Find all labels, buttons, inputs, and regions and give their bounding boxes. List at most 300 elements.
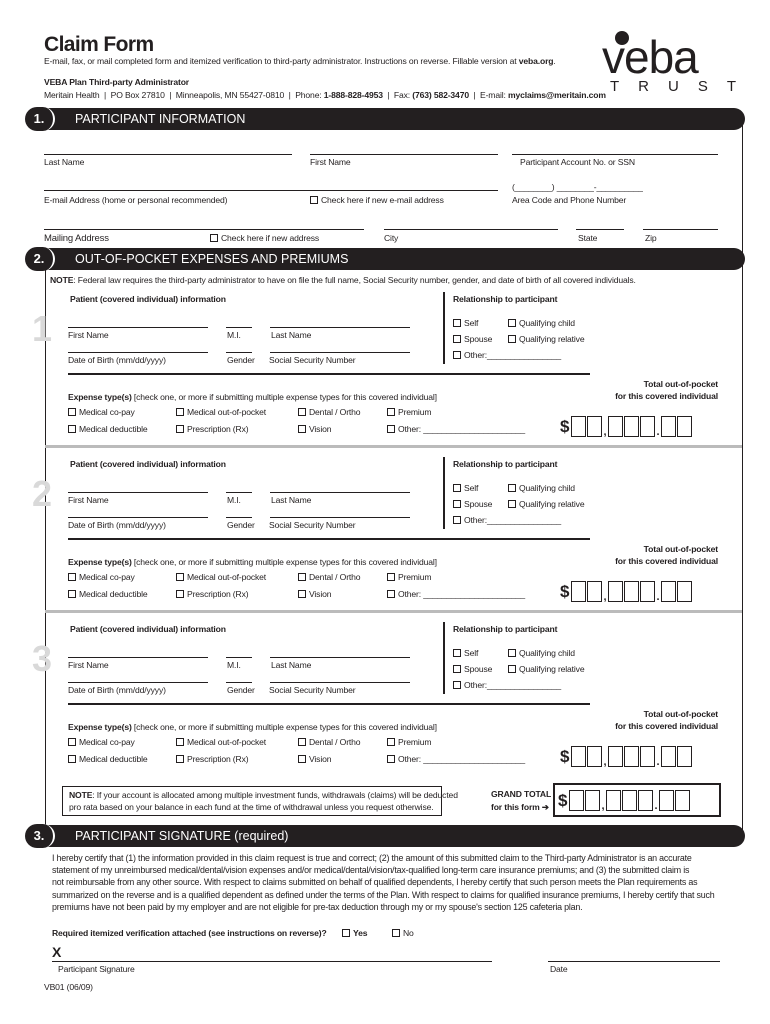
dental-checkbox[interactable] bbox=[298, 572, 360, 582]
phone-label: Phone: bbox=[295, 90, 324, 100]
logo-word: veba bbox=[602, 31, 698, 83]
zip-label: Zip bbox=[645, 233, 657, 243]
date-label: Date bbox=[550, 964, 568, 974]
digit-box[interactable] bbox=[659, 790, 674, 811]
admin-contact bbox=[44, 90, 606, 100]
checkbox-icon bbox=[453, 649, 461, 657]
premium-checkbox[interactable] bbox=[387, 572, 431, 582]
gender-label: Gender bbox=[227, 685, 255, 695]
digit-box[interactable] bbox=[624, 581, 639, 602]
relationship-heading: Relationship to participant bbox=[453, 294, 558, 304]
subtitle-text: E-mail, fax, or mail completed form and itemized verification to third-party administrator. Instructions on reverse. Fillable version at bbox=[44, 56, 519, 66]
checkbox-icon bbox=[387, 408, 395, 416]
digit-box[interactable] bbox=[587, 746, 602, 767]
checkbox-icon bbox=[342, 929, 350, 937]
section3-title-text: PARTICIPANT SIGNATURE bbox=[75, 829, 231, 843]
last-name-label: Last Name bbox=[271, 495, 312, 505]
mi-field[interactable] bbox=[226, 492, 252, 493]
deductible-checkbox[interactable] bbox=[68, 754, 147, 764]
separator-mark: , bbox=[601, 800, 605, 812]
ssn-field[interactable] bbox=[270, 682, 410, 683]
copay-checkbox[interactable] bbox=[68, 407, 135, 417]
no-label: No bbox=[403, 928, 414, 938]
total-line2: for this covered individual bbox=[615, 721, 718, 731]
spouse-checkbox-label: Spouse bbox=[464, 664, 493, 674]
checkbox-icon bbox=[387, 738, 395, 746]
mailing-field[interactable] bbox=[44, 229, 364, 230]
dob-field[interactable] bbox=[68, 517, 208, 518]
logo-sub: TRUST bbox=[610, 78, 755, 95]
column-divider bbox=[443, 622, 445, 694]
new-address-checkbox[interactable] bbox=[210, 233, 319, 243]
other-expense-checkbox[interactable] bbox=[387, 424, 525, 434]
dob-field[interactable] bbox=[68, 682, 208, 683]
checkbox-icon bbox=[508, 319, 516, 327]
dollar-sign: $ bbox=[560, 747, 570, 766]
other-expense-checkbox[interactable] bbox=[387, 754, 525, 764]
last-name-field[interactable] bbox=[44, 154, 292, 155]
checkbox-icon bbox=[453, 681, 461, 689]
ssn-label: Social Security Number bbox=[269, 520, 356, 530]
note-text: : Federal law requires the third-party administrator to have on file the full name, Social Security number, gender, and date of birth of all covered individuals. bbox=[73, 275, 636, 285]
separator-mark: , bbox=[603, 756, 607, 768]
note-label: NOTE bbox=[69, 790, 93, 800]
patient-number: 3 bbox=[32, 638, 53, 679]
deductible-checkbox-label: Medical deductible bbox=[79, 424, 148, 434]
digit-box[interactable] bbox=[571, 746, 586, 767]
vision-checkbox[interactable] bbox=[298, 754, 331, 764]
vision-checkbox[interactable] bbox=[298, 424, 331, 434]
first-name-field[interactable] bbox=[68, 657, 208, 658]
first-name-field[interactable] bbox=[68, 492, 208, 493]
total-label bbox=[615, 543, 718, 567]
checkbox-icon bbox=[176, 408, 184, 416]
separator: | bbox=[387, 90, 390, 100]
checkbox-icon bbox=[298, 755, 306, 763]
expense-rest: [check one, or more if submitting multiple expense types for this covered individual] bbox=[131, 392, 437, 402]
checkbox-icon bbox=[176, 590, 184, 598]
veba-link[interactable]: veba.org bbox=[518, 56, 554, 66]
checkbox-icon bbox=[176, 573, 184, 581]
checkbox-icon bbox=[387, 590, 395, 598]
section1-title: PARTICIPANT INFORMATION bbox=[75, 112, 246, 126]
other-relationship-checkbox[interactable] bbox=[453, 680, 561, 690]
last-name-field[interactable] bbox=[270, 657, 410, 658]
self-checkbox[interactable] bbox=[453, 648, 478, 658]
grand-total-field[interactable] bbox=[558, 789, 691, 811]
deductible-checkbox[interactable] bbox=[68, 424, 147, 434]
gender-field[interactable] bbox=[226, 352, 252, 353]
qualifying-child-checkbox-label: Qualifying child bbox=[519, 648, 575, 658]
total-line1: Total out-of-pocket bbox=[643, 544, 718, 554]
signature-x: X bbox=[52, 944, 62, 960]
form-title: Claim Form bbox=[44, 33, 154, 56]
checkbox-icon bbox=[68, 425, 76, 433]
prescription-checkbox[interactable] bbox=[176, 754, 248, 764]
column-divider bbox=[443, 292, 445, 364]
copay-checkbox[interactable] bbox=[68, 737, 135, 747]
phone-number: 1-888-828-4953 bbox=[323, 90, 383, 100]
spouse-checkbox-label: Spouse bbox=[464, 334, 493, 344]
ssn-label: Social Security Number bbox=[269, 685, 356, 695]
out-of-pocket-checkbox-label: Medical out-of-pocket bbox=[187, 407, 267, 417]
yes-label: Yes bbox=[353, 928, 368, 938]
gender-label: Gender bbox=[227, 520, 255, 530]
digit-box[interactable] bbox=[624, 416, 639, 437]
verification-yes-checkbox[interactable] bbox=[342, 928, 367, 938]
total-line2: for this covered individual bbox=[615, 391, 718, 401]
individual-total-field[interactable] bbox=[560, 745, 693, 767]
copay-checkbox-label: Medical co-pay bbox=[79, 737, 135, 747]
first-name-label: First Name bbox=[68, 330, 109, 340]
gender-field[interactable] bbox=[226, 682, 252, 683]
separator-mark: , bbox=[603, 591, 607, 603]
verification-no-checkbox[interactable] bbox=[392, 928, 414, 938]
checkbox-icon bbox=[176, 425, 184, 433]
section3-header bbox=[40, 825, 745, 847]
premium-checkbox-label: Premium bbox=[398, 737, 432, 747]
digit-box[interactable] bbox=[608, 416, 623, 437]
account-label: Participant Account No. or SSN bbox=[520, 157, 635, 167]
checkbox-icon bbox=[453, 484, 461, 492]
section2-note bbox=[50, 275, 636, 285]
expense-heading bbox=[68, 557, 437, 567]
other-expense-checkbox-label: Other: ______________________ bbox=[398, 424, 526, 434]
qualifying-relative-checkbox[interactable] bbox=[508, 664, 584, 674]
bottom-note-line2: pro rata based on your balance in each fund at the time of withdrawal unless you request otherwise. bbox=[69, 802, 434, 812]
digit-box[interactable] bbox=[571, 581, 586, 602]
section3-number: 3. bbox=[25, 824, 55, 848]
individual-total-field[interactable] bbox=[560, 580, 693, 602]
po-box: PO Box 27810 bbox=[110, 90, 165, 100]
qualifying-relative-checkbox-label: Qualifying relative bbox=[519, 334, 585, 344]
prescription-checkbox-label: Prescription (Rx) bbox=[187, 424, 249, 434]
separator-mark: . bbox=[656, 756, 660, 768]
certification-line: not reimbursable from any other source. With respect to claims submitted on behalf of qualified dependents, I hereby certify that such person meets the Plan requirements as bbox=[52, 877, 698, 888]
self-checkbox[interactable] bbox=[453, 318, 478, 328]
gender-field[interactable] bbox=[226, 517, 252, 518]
spouse-checkbox[interactable] bbox=[453, 499, 492, 509]
mi-label: M.I. bbox=[227, 495, 241, 505]
new-email-checkbox[interactable] bbox=[310, 195, 444, 205]
verification-question: Required itemized verification attached (see instructions on reverse)? bbox=[52, 928, 327, 938]
qualifying-relative-checkbox[interactable] bbox=[508, 334, 584, 344]
digit-box[interactable] bbox=[640, 581, 655, 602]
premium-checkbox[interactable] bbox=[387, 737, 431, 747]
vision-checkbox-label: Vision bbox=[309, 754, 332, 764]
signature-label: Participant Signature bbox=[58, 964, 135, 974]
checkbox-icon bbox=[392, 929, 400, 937]
section2-number: 2. bbox=[25, 247, 55, 271]
block-divider bbox=[68, 703, 590, 705]
checkbox-icon bbox=[298, 590, 306, 598]
separator: | bbox=[473, 90, 476, 100]
other-relationship-checkbox-label: Other:________________ bbox=[464, 515, 562, 525]
digit-box[interactable] bbox=[569, 790, 584, 811]
dental-checkbox-label: Dental / Ortho bbox=[309, 407, 361, 417]
other-expense-checkbox[interactable] bbox=[387, 589, 525, 599]
section1-header bbox=[40, 108, 745, 130]
patient-heading: Patient (covered individual) information bbox=[70, 294, 226, 304]
dob-label: Date of Birth (mm/dd/yyyy) bbox=[68, 685, 166, 695]
last-name-field[interactable] bbox=[270, 492, 410, 493]
checkbox-icon bbox=[298, 573, 306, 581]
first-name-label: First Name bbox=[310, 157, 351, 167]
ssn-field[interactable] bbox=[270, 352, 410, 353]
checkbox-icon bbox=[298, 408, 306, 416]
qualifying-child-checkbox[interactable] bbox=[508, 648, 575, 658]
grand-total-sub: for this form ➔ bbox=[491, 802, 549, 812]
digit-box[interactable] bbox=[661, 581, 676, 602]
new-address-label: Check here if new address bbox=[221, 233, 319, 243]
section3-title-suffix: (required) bbox=[230, 829, 289, 843]
self-checkbox[interactable] bbox=[453, 483, 478, 493]
mi-label: M.I. bbox=[227, 660, 241, 670]
spouse-checkbox[interactable] bbox=[453, 334, 492, 344]
dob-label: Date of Birth (mm/dd/yyyy) bbox=[68, 520, 166, 530]
subtitle-end: . bbox=[553, 56, 556, 66]
other-relationship-checkbox-label: Other:________________ bbox=[464, 350, 562, 360]
premium-checkbox[interactable] bbox=[387, 407, 431, 417]
mailing-label: Mailing Address bbox=[44, 233, 109, 244]
form-subtitle bbox=[44, 56, 556, 66]
vision-checkbox[interactable] bbox=[298, 589, 331, 599]
checkbox-icon bbox=[68, 590, 76, 598]
block-divider bbox=[68, 538, 590, 540]
first-name-label: First Name bbox=[68, 495, 109, 505]
checkbox-icon bbox=[453, 516, 461, 524]
vision-checkbox-label: Vision bbox=[309, 424, 332, 434]
account-field[interactable] bbox=[512, 154, 718, 155]
checkbox-icon bbox=[68, 408, 76, 416]
separator: | bbox=[169, 90, 172, 100]
spouse-checkbox-label: Spouse bbox=[464, 499, 493, 509]
relationship-heading: Relationship to participant bbox=[453, 624, 558, 634]
signature-field[interactable] bbox=[52, 961, 492, 962]
qualifying-relative-checkbox[interactable] bbox=[508, 499, 584, 509]
expense-heading bbox=[68, 392, 437, 402]
separator: | bbox=[288, 90, 291, 100]
relationship-heading: Relationship to participant bbox=[453, 459, 558, 469]
separator-mark: . bbox=[656, 591, 660, 603]
state-field[interactable] bbox=[576, 229, 624, 230]
digit-box[interactable] bbox=[587, 416, 602, 437]
checkbox-icon bbox=[508, 500, 516, 508]
expense-bold: Expense type(s) bbox=[68, 722, 132, 732]
grand-total-label: GRAND TOTAL bbox=[491, 789, 552, 799]
date-field[interactable] bbox=[548, 961, 720, 962]
spouse-checkbox[interactable] bbox=[453, 664, 492, 674]
zip-field[interactable] bbox=[643, 229, 718, 230]
copay-checkbox-label: Medical co-pay bbox=[79, 407, 135, 417]
out-of-pocket-checkbox[interactable] bbox=[176, 737, 266, 747]
digit-box[interactable] bbox=[677, 746, 692, 767]
digit-box[interactable] bbox=[638, 790, 653, 811]
certification-line: statement of my unreimbursed medical/dental/vision expenses and/or medical/dental/vision/tax-qualified long-term care insurance premiums; and (3) the submitted claim is bbox=[52, 865, 690, 876]
digit-box[interactable] bbox=[640, 416, 655, 437]
deductible-checkbox[interactable] bbox=[68, 589, 147, 599]
section3-title bbox=[75, 829, 288, 843]
digit-box[interactable] bbox=[622, 790, 637, 811]
premium-checkbox-label: Premium bbox=[398, 572, 432, 582]
copay-checkbox[interactable] bbox=[68, 572, 135, 582]
section2-header bbox=[40, 248, 745, 270]
veba-trust-logo bbox=[602, 28, 755, 100]
email-field[interactable] bbox=[44, 190, 498, 191]
out-of-pocket-checkbox[interactable] bbox=[176, 407, 266, 417]
separator: | bbox=[104, 90, 107, 100]
city-label: City bbox=[384, 233, 399, 243]
prescription-checkbox-label: Prescription (Rx) bbox=[187, 589, 249, 599]
copay-checkbox-label: Medical co-pay bbox=[79, 572, 135, 582]
checkbox-icon bbox=[176, 738, 184, 746]
checkbox-icon bbox=[508, 484, 516, 492]
dob-field[interactable] bbox=[68, 352, 208, 353]
block-separator bbox=[45, 445, 742, 448]
digit-box[interactable] bbox=[661, 746, 676, 767]
separator-mark: . bbox=[656, 426, 660, 438]
right-border bbox=[742, 125, 743, 835]
first-name-field[interactable] bbox=[310, 154, 498, 155]
email-label: E-mail Address (home or personal recommended) bbox=[44, 195, 228, 205]
digit-box[interactable] bbox=[585, 790, 600, 811]
first-name-label: First Name bbox=[68, 660, 109, 670]
dob-label: Date of Birth (mm/dd/yyyy) bbox=[68, 355, 166, 365]
deductible-checkbox-label: Medical deductible bbox=[79, 754, 148, 764]
digit-box[interactable] bbox=[608, 746, 623, 767]
checkbox-icon bbox=[387, 573, 395, 581]
out-of-pocket-checkbox-label: Medical out-of-pocket bbox=[187, 572, 267, 582]
self-checkbox-label: Self bbox=[464, 648, 479, 658]
last-name-field[interactable] bbox=[270, 327, 410, 328]
checkbox-icon bbox=[508, 649, 516, 657]
left-border bbox=[45, 268, 46, 830]
digit-box[interactable] bbox=[640, 746, 655, 767]
total-line1: Total out-of-pocket bbox=[643, 379, 718, 389]
checkbox-icon bbox=[387, 755, 395, 763]
new-email-label: Check here if new e-mail address bbox=[321, 195, 444, 205]
deductible-checkbox-label: Medical deductible bbox=[79, 589, 148, 599]
checkbox-icon bbox=[508, 335, 516, 343]
digit-box[interactable] bbox=[677, 416, 692, 437]
other-expense-checkbox-label: Other: ______________________ bbox=[398, 589, 526, 599]
other-relationship-checkbox[interactable] bbox=[453, 350, 561, 360]
checkbox-icon bbox=[508, 665, 516, 673]
digit-box[interactable] bbox=[675, 790, 690, 811]
qualifying-child-checkbox-label: Qualifying child bbox=[519, 483, 575, 493]
phone-label: Area Code and Phone Number bbox=[512, 195, 627, 205]
digit-box[interactable] bbox=[661, 416, 676, 437]
fax-label: Fax: bbox=[393, 90, 413, 100]
checkbox-icon bbox=[68, 573, 76, 581]
checkbox-icon bbox=[453, 319, 461, 327]
patient-heading: Patient (covered individual) information bbox=[70, 459, 226, 469]
section2-title: OUT-OF-POCKET EXPENSES AND PREMIUMS bbox=[75, 252, 349, 266]
certification-line: summarized on the reverse and is a qualified dependent as defined under the terms of the Plan. With respect to claims for qualified insurance premiums, I hereby certify that such bbox=[52, 889, 715, 900]
dental-checkbox[interactable] bbox=[298, 737, 360, 747]
checkbox-icon bbox=[176, 755, 184, 763]
phone-field[interactable]: (________) ________-__________ bbox=[512, 182, 643, 192]
digit-box[interactable] bbox=[587, 581, 602, 602]
checkbox-icon bbox=[453, 500, 461, 508]
ssn-label: Social Security Number bbox=[269, 355, 356, 365]
dental-checkbox-label: Dental / Ortho bbox=[309, 572, 361, 582]
dental-checkbox-label: Dental / Ortho bbox=[309, 737, 361, 747]
form-code: VB01 (06/09) bbox=[44, 982, 93, 992]
qualifying-child-checkbox[interactable] bbox=[508, 483, 575, 493]
digit-box[interactable] bbox=[624, 746, 639, 767]
qualifying-relative-checkbox-label: Qualifying relative bbox=[519, 499, 585, 509]
email-label: E-mail: bbox=[480, 90, 508, 100]
section1-number: 1. bbox=[25, 107, 55, 131]
ssn-field[interactable] bbox=[270, 517, 410, 518]
admin-heading: VEBA Plan Third-party Administrator bbox=[44, 77, 189, 87]
self-checkbox-label: Self bbox=[464, 483, 479, 493]
mi-field[interactable] bbox=[226, 657, 252, 658]
certification-line: I hereby certify that (1) the information provided in this claim request is true and correct; (2) the amount of this submitted claim to the Third-party Administrator is an accurate bbox=[52, 853, 692, 863]
block-divider bbox=[68, 373, 590, 375]
other-relationship-checkbox[interactable] bbox=[453, 515, 561, 525]
fax-number: (763) 582-3470 bbox=[412, 90, 469, 100]
admin-name: Meritain Health bbox=[44, 90, 100, 100]
checkbox-icon bbox=[298, 425, 306, 433]
expense-bold: Expense type(s) bbox=[68, 557, 132, 567]
checkbox-icon bbox=[298, 738, 306, 746]
column-divider bbox=[443, 457, 445, 529]
mi-label: M.I. bbox=[227, 330, 241, 340]
digit-box[interactable] bbox=[606, 790, 621, 811]
qualifying-child-checkbox[interactable] bbox=[508, 318, 575, 328]
vision-checkbox-label: Vision bbox=[309, 589, 332, 599]
total-line1: Total out-of-pocket bbox=[643, 709, 718, 719]
digit-box[interactable] bbox=[571, 416, 586, 437]
note-label: NOTE bbox=[50, 275, 74, 285]
qualifying-relative-checkbox-label: Qualifying relative bbox=[519, 664, 585, 674]
separator-mark: . bbox=[654, 800, 658, 812]
admin-city: Minneapolis, MN 55427-0810 bbox=[175, 90, 285, 100]
dental-checkbox[interactable] bbox=[298, 407, 360, 417]
bottom-note-line1 bbox=[69, 790, 458, 800]
patient-number: 2 bbox=[32, 473, 53, 514]
prescription-checkbox-label: Prescription (Rx) bbox=[187, 754, 249, 764]
email-address[interactable]: myclaims@meritain.com bbox=[507, 90, 606, 100]
prescription-checkbox[interactable] bbox=[176, 589, 248, 599]
other-relationship-checkbox-label: Other:________________ bbox=[464, 680, 562, 690]
digit-box[interactable] bbox=[677, 581, 692, 602]
out-of-pocket-checkbox[interactable] bbox=[176, 572, 266, 582]
certification-line: premiums have not been paid by my employer and are not eligible for pre-tax deduction through my or my spouse's section 125 cafeteria plan. bbox=[52, 901, 583, 912]
state-label: State bbox=[578, 233, 598, 243]
last-name-label: Last Name bbox=[271, 660, 312, 670]
individual-total-field[interactable] bbox=[560, 415, 693, 437]
digit-box[interactable] bbox=[608, 581, 623, 602]
total-label bbox=[615, 708, 718, 732]
out-of-pocket-checkbox-label: Medical out-of-pocket bbox=[187, 737, 267, 747]
other-expense-checkbox-label: Other: ______________________ bbox=[398, 754, 526, 764]
prescription-checkbox[interactable] bbox=[176, 424, 248, 434]
patient-number: 1 bbox=[32, 308, 53, 349]
expense-rest: [check one, or more if submitting multiple expense types for this covered individual] bbox=[131, 722, 437, 732]
self-checkbox-label: Self bbox=[464, 318, 479, 328]
mi-field[interactable] bbox=[226, 327, 252, 328]
first-name-field[interactable] bbox=[68, 327, 208, 328]
checkbox-icon bbox=[68, 755, 76, 763]
checkbox-icon bbox=[453, 335, 461, 343]
bottom-note-box bbox=[62, 786, 458, 816]
premium-checkbox-label: Premium bbox=[398, 407, 432, 417]
dollar-sign: $ bbox=[558, 791, 568, 810]
city-field[interactable] bbox=[384, 229, 558, 230]
